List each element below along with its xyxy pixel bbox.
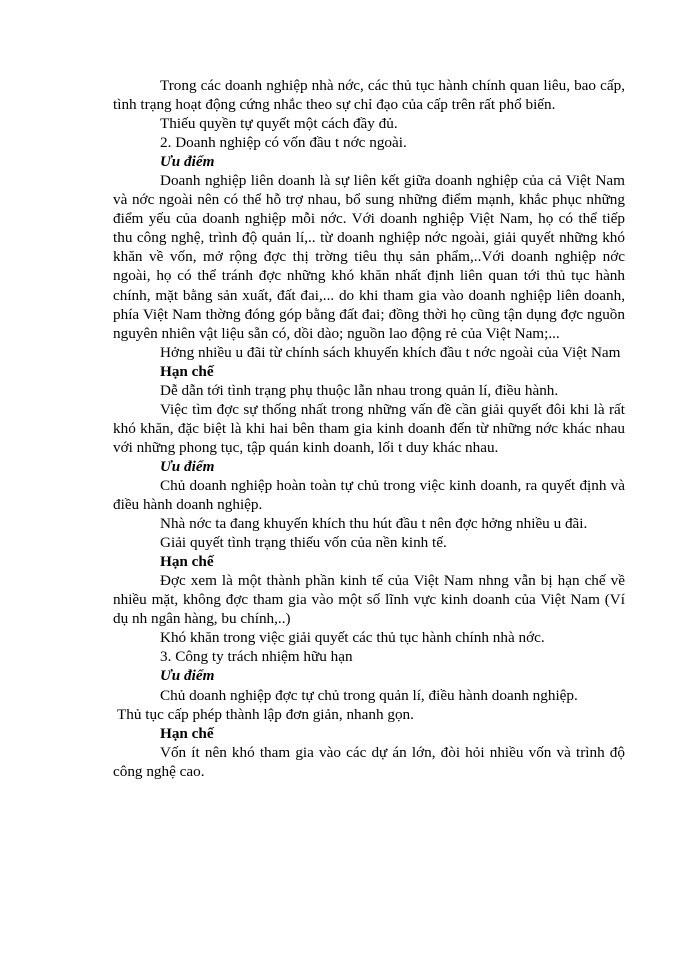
paragraph: Dễ dẫn tới tình trạng phụ thuộc lẫn nhau trong quản lí, điều hành. — [160, 381, 559, 399]
paragraph: Khó khăn trong việc giải quyết các thủ tục hành chính nhà nớc. — [160, 629, 545, 647]
document-page — [113, 76, 625, 781]
paragraph: Thủ tục cấp phép thành lập đơn giản, nhanh gọn. — [117, 705, 414, 723]
paragraph: Hởng nhiều u đãi từ chính sách khuyến khích đầu t nớc ngoài của Việt Nam — [160, 343, 621, 361]
paragraph: Chủ doanh nghiệp hoàn toàn tự chủ trong việc kinh doanh, ra quyết định và điều hành doanh nghiệp. — [113, 476, 625, 514]
paragraph: Thiếu quyền tự quyết một cách đầy đủ. — [160, 115, 398, 133]
paragraph: Nhà nớc ta đang khuyến khích thu hút đầu t nên đợc hởng nhiều u đãi. — [160, 515, 588, 533]
paragraph: Trong các doanh nghiệp nhà nớc, các thủ tục hành chính quan liêu, bao cấp, tình trạng hoạt động cứng nhắc theo sự chỉ đạo của cấp trên rất phổ biến. — [113, 77, 625, 114]
limitations-heading: Hạn chế — [160, 362, 214, 380]
paragraph: Đợc xem là một thành phần kinh tế của Việt Nam nhng vẫn bị hạn chế về nhiều mặt, không đợc tham gia vào một số lĩnh vực kinh doanh của Việt Nam (Ví dụ nh ngân hàng, bu chính,..) — [113, 572, 625, 628]
advantages-heading: Ưu điểm — [160, 667, 215, 685]
paragraph: Chủ doanh nghiệp đợc tự chủ trong quản lí, điều hành doanh nghiệp. — [160, 686, 578, 704]
section-heading: 3. Công ty trách nhiệm hữu hạn — [160, 648, 353, 666]
paragraph: Doanh nghiệp liên doanh là sự liên kết giữa doanh nghiệp của cả Việt Nam và nớc ngoài nên có thể hỗ trợ nhau, bổ sung những điểm mạnh, khắc phục những điểm yếu của doanh nghiệp mỗi nớc. Với doanh nghiệp Việt Nam, họ có thể tiếp thu công nghệ, trình độ quản lí,.. từ doanh nghiệp nớc ngoài, giải quyết những khó khăn về vốn, mở rộng đợc thị trờng tiêu thụ sản phẩm,..Với doanh nghiệp nớc ngoài, họ có thể tránh đợc những khó khăn nhất định liên quan tới thủ tục hành chính, mặt bằng sản xuất, đất đai,... do khi tham gia vào doanh nghiệp liên doanh, phía Việt Nam thờng đóng góp bằng đất đai; đồng thời họ cũng tận dụng đợc nguồn nguyên nhiên vật liệu sẵn có, dồi dào; nguồn lao động rẻ của Việt Nam;... — [113, 172, 625, 342]
limitations-heading: Hạn chế — [160, 553, 214, 571]
paragraph: Vốn ít nên khó tham gia vào các dự án lớn, đòi hỏi nhiều vốn và trình độ công nghệ cao. — [113, 743, 625, 780]
limitations-heading: Hạn chế — [160, 724, 214, 742]
paragraph: Giải quyết tình trạng thiếu vốn của nền kinh tế. — [160, 534, 447, 552]
section-heading: 2. Doanh nghiệp có vốn đầu t nớc ngoài. — [160, 134, 407, 152]
paragraph: Việc tìm đợc sự thống nhất trong những vấn đề cần giải quyết đôi khi là rất khó khăn, đặc biệt là khi hai bên tham gia kinh doanh đến từ những nớc khác nhau với những phong tục, tập quán kinh doanh, lối t duy khác nhau. — [113, 400, 625, 456]
advantages-heading: Ưu điểm — [160, 153, 215, 171]
advantages-heading: Ưu điểm — [160, 457, 215, 475]
